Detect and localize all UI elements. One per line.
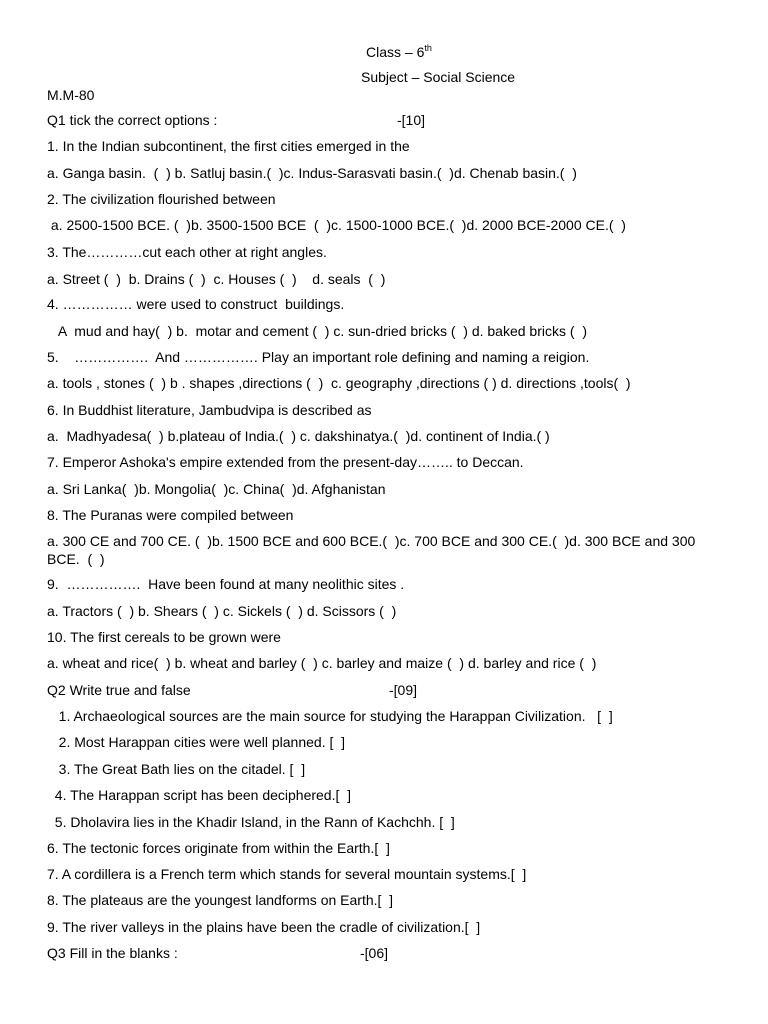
question-line: 2. The civilization flourished between [47, 191, 276, 207]
options-line: a. wheat and rice( ) b. wheat and barley ( ) c. barley and maize ( ) d. barley and rice ( ) [47, 655, 597, 671]
options-line: a. 300 CE and 700 CE. ( )b. 1500 BCE and 600 BCE.( )c. 700 BCE and 300 CE.( )d. 300 BCE and 300 [47, 533, 696, 549]
q1-marks: -[10] [397, 112, 426, 128]
class-text: Class – 6 [366, 44, 425, 60]
options-line: a. Tractors ( ) b. Shears ( ) c. Sickels ( ) d. Scissors ( ) [47, 603, 397, 619]
statement-line: 5. Dholavira lies in the Khadir Island, in the Rann of Kachchh. [ ] [47, 814, 455, 830]
question-line: 6. In Buddhist literature, Jambudvipa is described as [47, 402, 372, 418]
statement-line: 7. A cordillera is a French term which stands for several mountain systems.[ ] [47, 866, 527, 882]
q2-marks: -[09] [389, 682, 418, 698]
q3-heading: Q3 Fill in the blanks : [47, 945, 178, 961]
statement-line: 4. The Harappan script has been deciphered.[ ] [47, 787, 352, 803]
statement-line: 8. The plateaus are the youngest landforms on Earth.[ ] [47, 892, 394, 908]
options-line-continued: BCE. ( ) [47, 551, 105, 567]
question-line: 1. In the Indian subcontinent, the first cities emerged in the [47, 138, 410, 154]
question-line: 5. ……………. And ……………. Play an important role defining and naming a reigion. [47, 349, 590, 365]
q1-heading: Q1 tick the correct options : [47, 112, 218, 128]
class-heading [366, 44, 432, 60]
options-line: a. Street ( ) b. Drains ( ) c. Houses ( ) d. seals ( ) [47, 271, 386, 287]
question-line: 4. …………… were used to construct buildings. [47, 296, 345, 312]
question-line: 8. The Puranas were compiled between [47, 507, 294, 523]
question-line: 7. Emperor Ashoka's empire extended from the present-day…….. to Deccan. [47, 454, 524, 470]
options-line: a. Sri Lanka( )b. Mongolia( )c. China( )d. Afghanistan [47, 481, 386, 497]
question-line: 10. The first cereals to be grown were [47, 629, 281, 645]
options-line: a. 2500-1500 BCE. ( )b. 3500-1500 BCE ( )c. 1500-1000 BCE.( )d. 2000 BCE-2000 CE.( ) [47, 217, 626, 233]
statement-line: 3. The Great Bath lies on the citadel. [ ] [47, 761, 306, 777]
class-superscript: th [424, 43, 432, 53]
statement-line: 2. Most Harappan cities were well planned. [ ] [47, 734, 346, 750]
statement-line: 6. The tectonic forces originate from within the Earth.[ ] [47, 840, 390, 856]
statement-line: 1. Archaeological sources are the main source for studying the Harappan Civilization. [ ] [47, 708, 613, 724]
options-line: a. tools , stones ( ) b . shapes ,directions ( ) c. geography ,directions ( ) d. directions ,tools( ) [47, 375, 631, 391]
question-line: 9. ……………. Have been found at many neolithic sites . [47, 576, 405, 592]
question-line: 3. The…………cut each other at right angles. [47, 244, 327, 260]
max-marks: M.M-80 [47, 87, 95, 103]
subject-heading: Subject – Social Science [361, 69, 516, 85]
statement-line: 9. The river valleys in the plains have been the cradle of civilization.[ ] [47, 919, 481, 935]
options-line: a. Madhyadesa( ) b.plateau of India.( ) c. dakshinatya.( )d. continent of India.( ) [47, 428, 550, 444]
options-line: a. Ganga basin. ( ) b. Satluj basin.( )c. Indus-Sarasvati basin.( )d. Chenab basin.( ) [47, 165, 577, 181]
q3-marks: -[06] [360, 945, 389, 961]
q2-heading: Q2 Write true and false [47, 682, 191, 698]
options-line: A mud and hay( ) b. motar and cement ( ) c. sun-dried bricks ( ) d. baked bricks ( ) [47, 323, 587, 339]
